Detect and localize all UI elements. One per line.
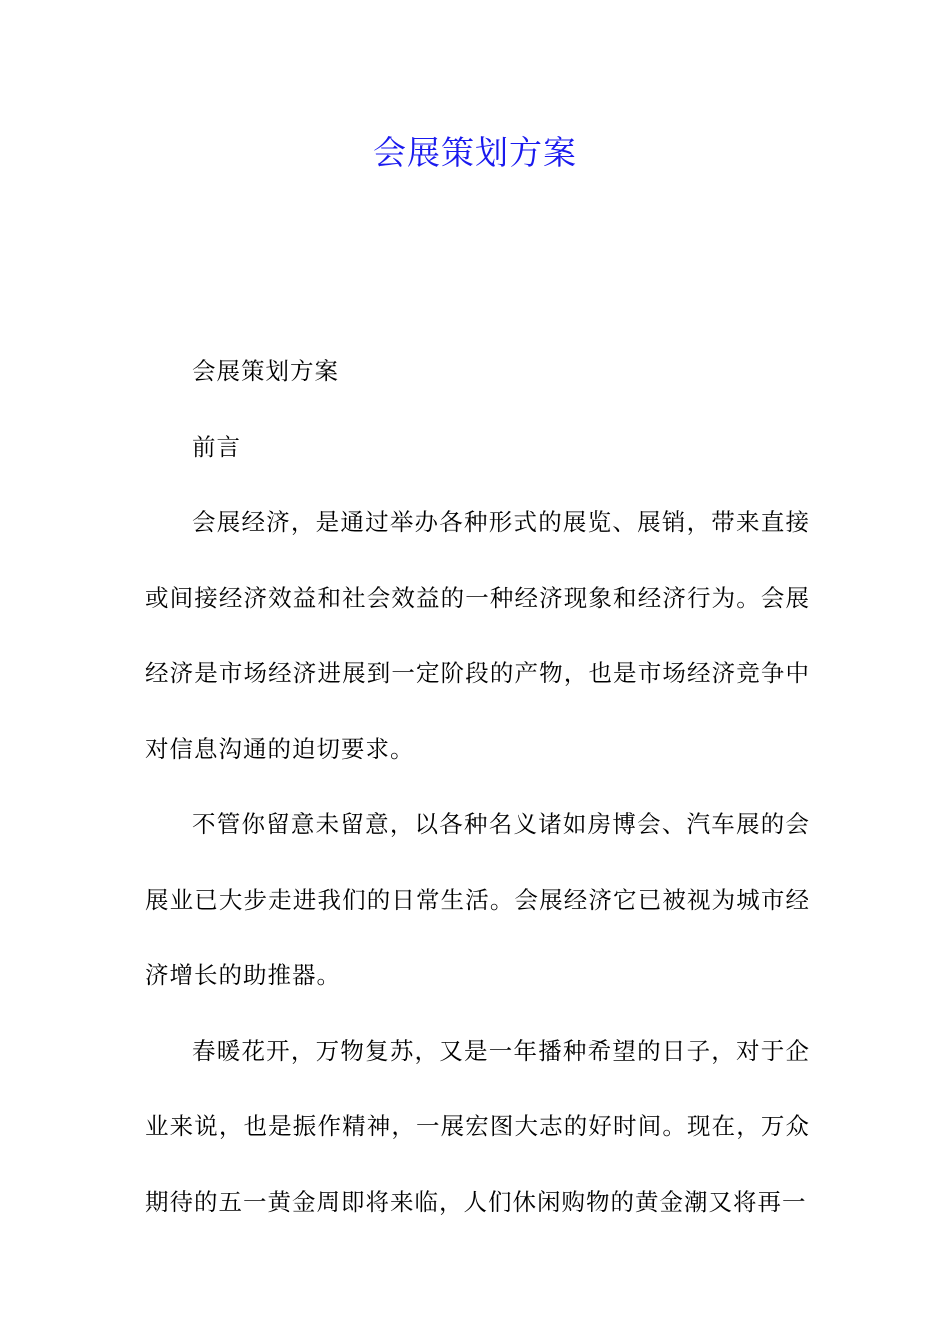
paragraph-3: 春暖花开，万物复苏，又是一年播种希望的日子，对于企业来说，也是振作精神，一展宏图大志的好时间。现在，万众期待的五一黄金周即将来临，人们休闲购物的黄金潮又将再一	[145, 1036, 810, 1216]
paragraph-subtitle: 会展策划方案	[192, 357, 339, 385]
document-body	[145, 334, 810, 1240]
paragraph-1: 会展经济，是通过举办各种形式的展览、展销，带来直接或间接经济效益和社会效益的一种经济现象和经济行为。会展经济是市场经济进展到一定阶段的产物，也是市场经济竞争中对信息沟通的迫切要求。	[145, 508, 810, 763]
paragraph-2: 不管你留意未留意，以各种名义诸如房博会、汽车展的会展业已大步走进我们的日常生活。会展经济它已被视为城市经济增长的助推器。	[145, 810, 810, 989]
document-title: 会展策划方案	[373, 133, 577, 172]
paragraph-preface-heading: 前言	[192, 432, 241, 461]
